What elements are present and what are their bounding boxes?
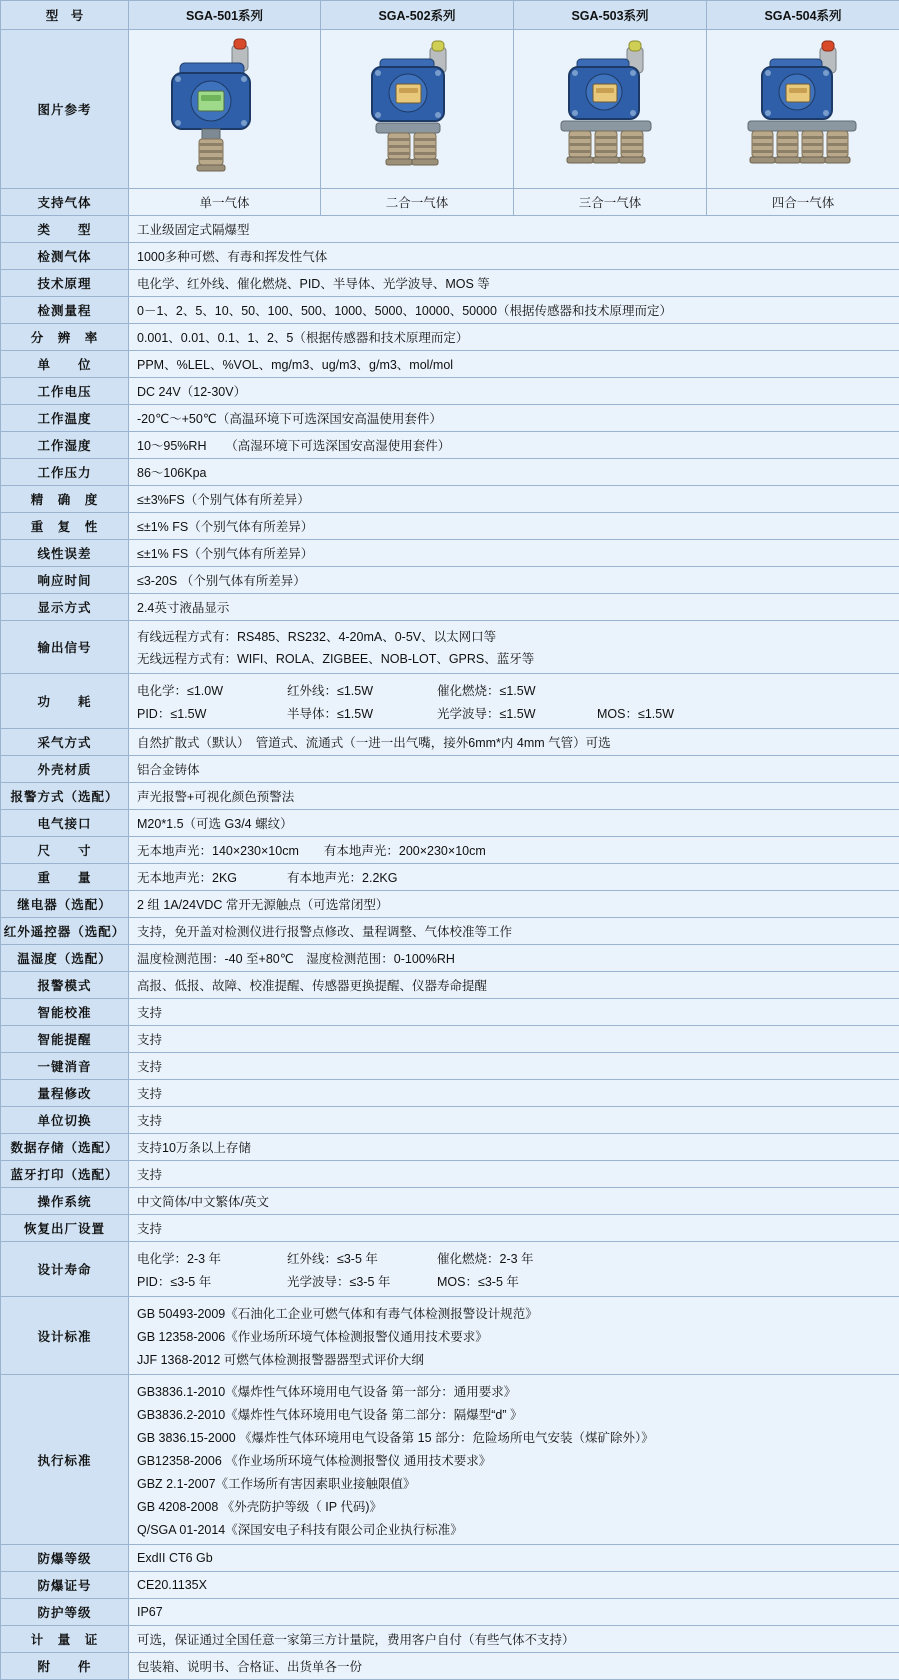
table-row bbox=[1, 1026, 899, 1053]
row-label: 红外遥控器（选配） bbox=[1, 918, 129, 945]
device-image-504 bbox=[707, 30, 899, 189]
row-value: 支持 bbox=[129, 1161, 899, 1188]
row-label: 智能校准 bbox=[1, 999, 129, 1026]
power-infrared: 红外线：≤1.5W bbox=[287, 681, 437, 699]
table-row bbox=[1, 1572, 899, 1599]
row-label: 检测气体 bbox=[1, 243, 129, 270]
row-value: ≤±3%FS（个别气体有所差异） bbox=[129, 486, 899, 513]
table-row bbox=[1, 297, 899, 324]
row-label: 防爆证号 bbox=[1, 1572, 129, 1599]
table-row bbox=[1, 1080, 899, 1107]
device-image-502 bbox=[321, 30, 514, 189]
row-value: 支持 bbox=[129, 1215, 899, 1242]
row-value: 无本地声光：2KG 有本地声光：2.2KG bbox=[129, 864, 899, 891]
lifetime-value bbox=[129, 1242, 899, 1297]
gas-support-504: 四合一气体 bbox=[707, 189, 899, 216]
row-label: 量程修改 bbox=[1, 1080, 129, 1107]
gas-detector-1-icon bbox=[150, 37, 300, 182]
table-row bbox=[1, 540, 899, 567]
gas-detector-2-icon bbox=[342, 37, 492, 182]
row-label: 单位切换 bbox=[1, 1107, 129, 1134]
table-row bbox=[1, 729, 899, 756]
row-value: 86～106Kpa bbox=[129, 459, 899, 486]
row-value: ExdII CT6 Gb bbox=[129, 1545, 899, 1572]
power-electrochemical: 电化学：≤1.0W bbox=[137, 681, 287, 699]
table-row-lifetime bbox=[1, 1242, 899, 1297]
gas-detector-3-icon bbox=[535, 37, 685, 182]
device-image-503 bbox=[514, 30, 707, 189]
row-label: 工作湿度 bbox=[1, 432, 129, 459]
model-label: 型 号 bbox=[1, 1, 129, 30]
power-catalytic: 催化燃烧：≤1.5W bbox=[437, 681, 597, 699]
gas-support-503: 三合一气体 bbox=[514, 189, 707, 216]
table-row bbox=[1, 1188, 899, 1215]
exec-standard-line: GB 4208-2008 《外壳防护等级（ IP 代码)》 bbox=[137, 1494, 891, 1517]
table-row-design-standard bbox=[1, 1297, 899, 1375]
table-row bbox=[1, 756, 899, 783]
row-label: 尺 寸 bbox=[1, 837, 129, 864]
row-value: 支持 bbox=[129, 999, 899, 1026]
row-value: 中文简体/中文繁体/英文 bbox=[129, 1188, 899, 1215]
power-mos: MOS：≤1.5W bbox=[597, 704, 674, 722]
row-label: 一键消音 bbox=[1, 1053, 129, 1080]
row-value: 电化学、红外线、催化燃烧、PID、半导体、光学波导、MOS 等 bbox=[129, 270, 899, 297]
power-semiconductor: 半导体：≤1.5W bbox=[287, 704, 437, 722]
power-line-1 bbox=[137, 678, 891, 701]
row-label: 采气方式 bbox=[1, 729, 129, 756]
lifetime-label: 设计寿命 bbox=[1, 1242, 129, 1297]
table-row bbox=[1, 1053, 899, 1080]
row-value: 可选，保证通过全国任意一家第三方计量院，费用客户自付（有些气体不支持） bbox=[129, 1626, 899, 1653]
design-standard-line: GB 50493-2009《石油化工企业可燃气体和有毒气体检测报警设计规范》 bbox=[137, 1301, 891, 1324]
design-standard-line: GB 12358-2006《作业场所环境气体检测报警仪通用技术要求》 bbox=[137, 1324, 891, 1347]
table-row bbox=[1, 378, 899, 405]
row-value: 支持 bbox=[129, 1107, 899, 1134]
row-value: 1000多种可燃、有毒和挥发性气体 bbox=[129, 243, 899, 270]
row-value: IP67 bbox=[129, 1599, 899, 1626]
gas-support-label: 支持气体 bbox=[1, 189, 129, 216]
row-value: 10～95%RH （高湿环境下可选深国安高湿使用套件） bbox=[129, 432, 899, 459]
row-label: 工作电压 bbox=[1, 378, 129, 405]
row-value: 工业级固定式隔爆型 bbox=[129, 216, 899, 243]
gas-support-502: 二合一气体 bbox=[321, 189, 514, 216]
row-label: 电气接口 bbox=[1, 810, 129, 837]
table-row bbox=[1, 891, 899, 918]
row-value: 支持，免开盖对检测仪进行报警点修改、量程调整、气体校准等工作 bbox=[129, 918, 899, 945]
row-label: 操作系统 bbox=[1, 1188, 129, 1215]
output-signal-wired: 有线远程方式有：RS485、RS232、4-20mA、0-5V、以太网口等 bbox=[137, 625, 891, 647]
table-row bbox=[1, 486, 899, 513]
row-label: 精 确 度 bbox=[1, 486, 129, 513]
row-label: 外壳材质 bbox=[1, 756, 129, 783]
table-row bbox=[1, 783, 899, 810]
lifetime-mos: MOS：≤3-5 年 bbox=[437, 1272, 597, 1290]
table-row bbox=[1, 459, 899, 486]
row-value: PPM、%LEL、%VOL、mg/m3、ug/m3、g/m3、mol/mol bbox=[129, 351, 899, 378]
model-504: SGA-504系列 bbox=[707, 1, 899, 30]
gas-support-501: 单一气体 bbox=[129, 189, 321, 216]
lifetime-electrochemical: 电化学：2-3 年 bbox=[137, 1249, 287, 1267]
row-value: 2.4英寸液晶显示 bbox=[129, 594, 899, 621]
table-row bbox=[1, 1545, 899, 1572]
table-row bbox=[1, 1134, 899, 1161]
row-label: 报警模式 bbox=[1, 972, 129, 999]
table-row bbox=[1, 216, 899, 243]
table-row bbox=[1, 405, 899, 432]
row-label: 技术原理 bbox=[1, 270, 129, 297]
row-value: 支持 bbox=[129, 1053, 899, 1080]
table-row bbox=[1, 864, 899, 891]
table-row bbox=[1, 270, 899, 297]
exec-standard-line: GBZ 2.1-2007《工作场所有害因素职业接触限值》 bbox=[137, 1471, 891, 1494]
table-row bbox=[1, 1215, 899, 1242]
row-value: 0－1、2、5、10、50、100、500、1000、5000、10000、50000（根据传感器和技术原理而定） bbox=[129, 297, 899, 324]
model-503: SGA-503系列 bbox=[514, 1, 707, 30]
power-value bbox=[129, 674, 899, 729]
row-value: DC 24V（12-30V） bbox=[129, 378, 899, 405]
row-label: 防爆等级 bbox=[1, 1545, 129, 1572]
output-signal-label: 输出信号 bbox=[1, 621, 129, 674]
lifetime-infrared: 红外线：≤3-5 年 bbox=[287, 1249, 437, 1267]
row-value: 温度检测范围：-40 至+80℃ 湿度检测范围：0-100%RH bbox=[129, 945, 899, 972]
row-value: 声光报警+可视化颜色预警法 bbox=[129, 783, 899, 810]
table-row bbox=[1, 1653, 899, 1680]
row-value: -20℃～+50℃（高温环境下可选深国安高温使用套件） bbox=[129, 405, 899, 432]
table-row bbox=[1, 513, 899, 540]
row-label: 附 件 bbox=[1, 1653, 129, 1680]
exec-standard-line: GB3836.1-2010《爆炸性气体环境用电气设备 第一部分：通用要求》 bbox=[137, 1379, 891, 1402]
power-line-2 bbox=[137, 701, 891, 724]
row-value: 铝合金铸体 bbox=[129, 756, 899, 783]
table-row bbox=[1, 999, 899, 1026]
row-label: 数据存储（选配） bbox=[1, 1134, 129, 1161]
row-label: 类 型 bbox=[1, 216, 129, 243]
row-value: M20*1.5（可选 G3/4 螺纹） bbox=[129, 810, 899, 837]
table-row bbox=[1, 918, 899, 945]
power-optical: 光学波导：≤1.5W bbox=[437, 704, 597, 722]
design-standard-line: JJF 1368-2012 可燃气体检测报警器器型式评价大纲 bbox=[137, 1347, 891, 1370]
row-label: 重 量 bbox=[1, 864, 129, 891]
table-row-models bbox=[1, 1, 899, 30]
row-value: 高报、低报、故障、校准提醒、传感器更换提醒、仪器寿命提醒 bbox=[129, 972, 899, 999]
exec-standard-value bbox=[129, 1375, 899, 1545]
row-label: 检测量程 bbox=[1, 297, 129, 324]
row-label: 工作压力 bbox=[1, 459, 129, 486]
table-row-power bbox=[1, 674, 899, 729]
row-value: 支持 bbox=[129, 1026, 899, 1053]
gas-detector-4-icon bbox=[728, 37, 878, 182]
table-row bbox=[1, 1107, 899, 1134]
table-row bbox=[1, 1599, 899, 1626]
row-value: ≤3-20S （个别气体有所差异） bbox=[129, 567, 899, 594]
table-row bbox=[1, 837, 899, 864]
exec-standard-line: Q/SGA 01-2014《深国安电子科技有限公司企业执行标准》 bbox=[137, 1517, 891, 1540]
row-label: 恢复出厂设置 bbox=[1, 1215, 129, 1242]
row-label: 显示方式 bbox=[1, 594, 129, 621]
row-value: 支持 bbox=[129, 1080, 899, 1107]
row-label: 计 量 证 bbox=[1, 1626, 129, 1653]
row-value: 支持10万条以上存储 bbox=[129, 1134, 899, 1161]
lifetime-line-1 bbox=[137, 1246, 891, 1269]
table-row bbox=[1, 945, 899, 972]
output-signal-value bbox=[129, 621, 899, 674]
row-label: 响应时间 bbox=[1, 567, 129, 594]
design-standard-value bbox=[129, 1297, 899, 1375]
table-row-output-signal bbox=[1, 621, 899, 674]
model-502: SGA-502系列 bbox=[321, 1, 514, 30]
lifetime-line-2 bbox=[137, 1269, 891, 1292]
row-value: ≤±1% FS（个别气体有所差异） bbox=[129, 513, 899, 540]
row-value: 自然扩散式（默认） 管道式、流通式（一进一出气嘴，接外6mm*内 4mm 气管）可选 bbox=[129, 729, 899, 756]
device-image-501 bbox=[129, 30, 321, 189]
row-label: 防护等级 bbox=[1, 1599, 129, 1626]
table-row bbox=[1, 351, 899, 378]
table-row-exec-standard bbox=[1, 1375, 899, 1545]
row-label: 智能提醒 bbox=[1, 1026, 129, 1053]
output-signal-wireless: 无线远程方式有：WIFI、ROLA、ZIGBEE、NOB-LOT、GPRS、蓝牙等 bbox=[137, 647, 891, 669]
exec-standard-line: GB12358-2006 《作业场所环境气体检测报警仪 通用技术要求》 bbox=[137, 1448, 891, 1471]
design-standard-label: 设计标准 bbox=[1, 1297, 129, 1375]
row-value: ≤±1% FS（个别气体有所差异） bbox=[129, 540, 899, 567]
table-row bbox=[1, 243, 899, 270]
row-value: 包装箱、说明书、合格证、出货单各一份 bbox=[129, 1653, 899, 1680]
exec-standard-line: GB3836.2-2010《爆炸性气体环境用电气设备 第二部分：隔爆型“d” 》 bbox=[137, 1402, 891, 1425]
table-row bbox=[1, 1626, 899, 1653]
row-label: 分 辨 率 bbox=[1, 324, 129, 351]
row-label: 蓝牙打印（选配） bbox=[1, 1161, 129, 1188]
row-label: 工作温度 bbox=[1, 405, 129, 432]
table-row bbox=[1, 972, 899, 999]
model-501: SGA-501系列 bbox=[129, 1, 321, 30]
power-pid: PID：≤1.5W bbox=[137, 704, 287, 722]
table-row bbox=[1, 324, 899, 351]
row-label: 温湿度（选配） bbox=[1, 945, 129, 972]
row-value: CE20.1135X bbox=[129, 1572, 899, 1599]
row-value: 2 组 1A/24VDC 常开无源触点（可选常闭型） bbox=[129, 891, 899, 918]
exec-standard-label: 执行标准 bbox=[1, 1375, 129, 1545]
table-row bbox=[1, 1161, 899, 1188]
row-value: 0.001、0.01、0.1、1、2、5（根据传感器和技术原理而定） bbox=[129, 324, 899, 351]
row-label: 重 复 性 bbox=[1, 513, 129, 540]
table-row bbox=[1, 594, 899, 621]
row-label: 单 位 bbox=[1, 351, 129, 378]
table-row bbox=[1, 432, 899, 459]
lifetime-pid: PID：≤3-5 年 bbox=[137, 1272, 287, 1290]
image-row-label: 图片参考 bbox=[1, 30, 129, 189]
row-label: 报警方式（选配） bbox=[1, 783, 129, 810]
exec-standard-line: GB 3836.15-2000 《爆炸性气体环境用电气设备第 15 部分：危险场所电气安装（煤矿除外）》 bbox=[137, 1425, 891, 1448]
table-row bbox=[1, 567, 899, 594]
table-row-gas-support bbox=[1, 189, 899, 216]
row-value: 无本地声光：140×230×10cm 有本地声光：200×230×10cm bbox=[129, 837, 899, 864]
row-label: 线性误差 bbox=[1, 540, 129, 567]
lifetime-catalytic: 催化燃烧：2-3 年 bbox=[437, 1249, 597, 1267]
lifetime-optical: 光学波导：≤3-5 年 bbox=[287, 1272, 437, 1290]
table-row bbox=[1, 810, 899, 837]
power-label: 功 耗 bbox=[1, 674, 129, 729]
table-row-images bbox=[1, 30, 899, 189]
row-label: 继电器（选配） bbox=[1, 891, 129, 918]
